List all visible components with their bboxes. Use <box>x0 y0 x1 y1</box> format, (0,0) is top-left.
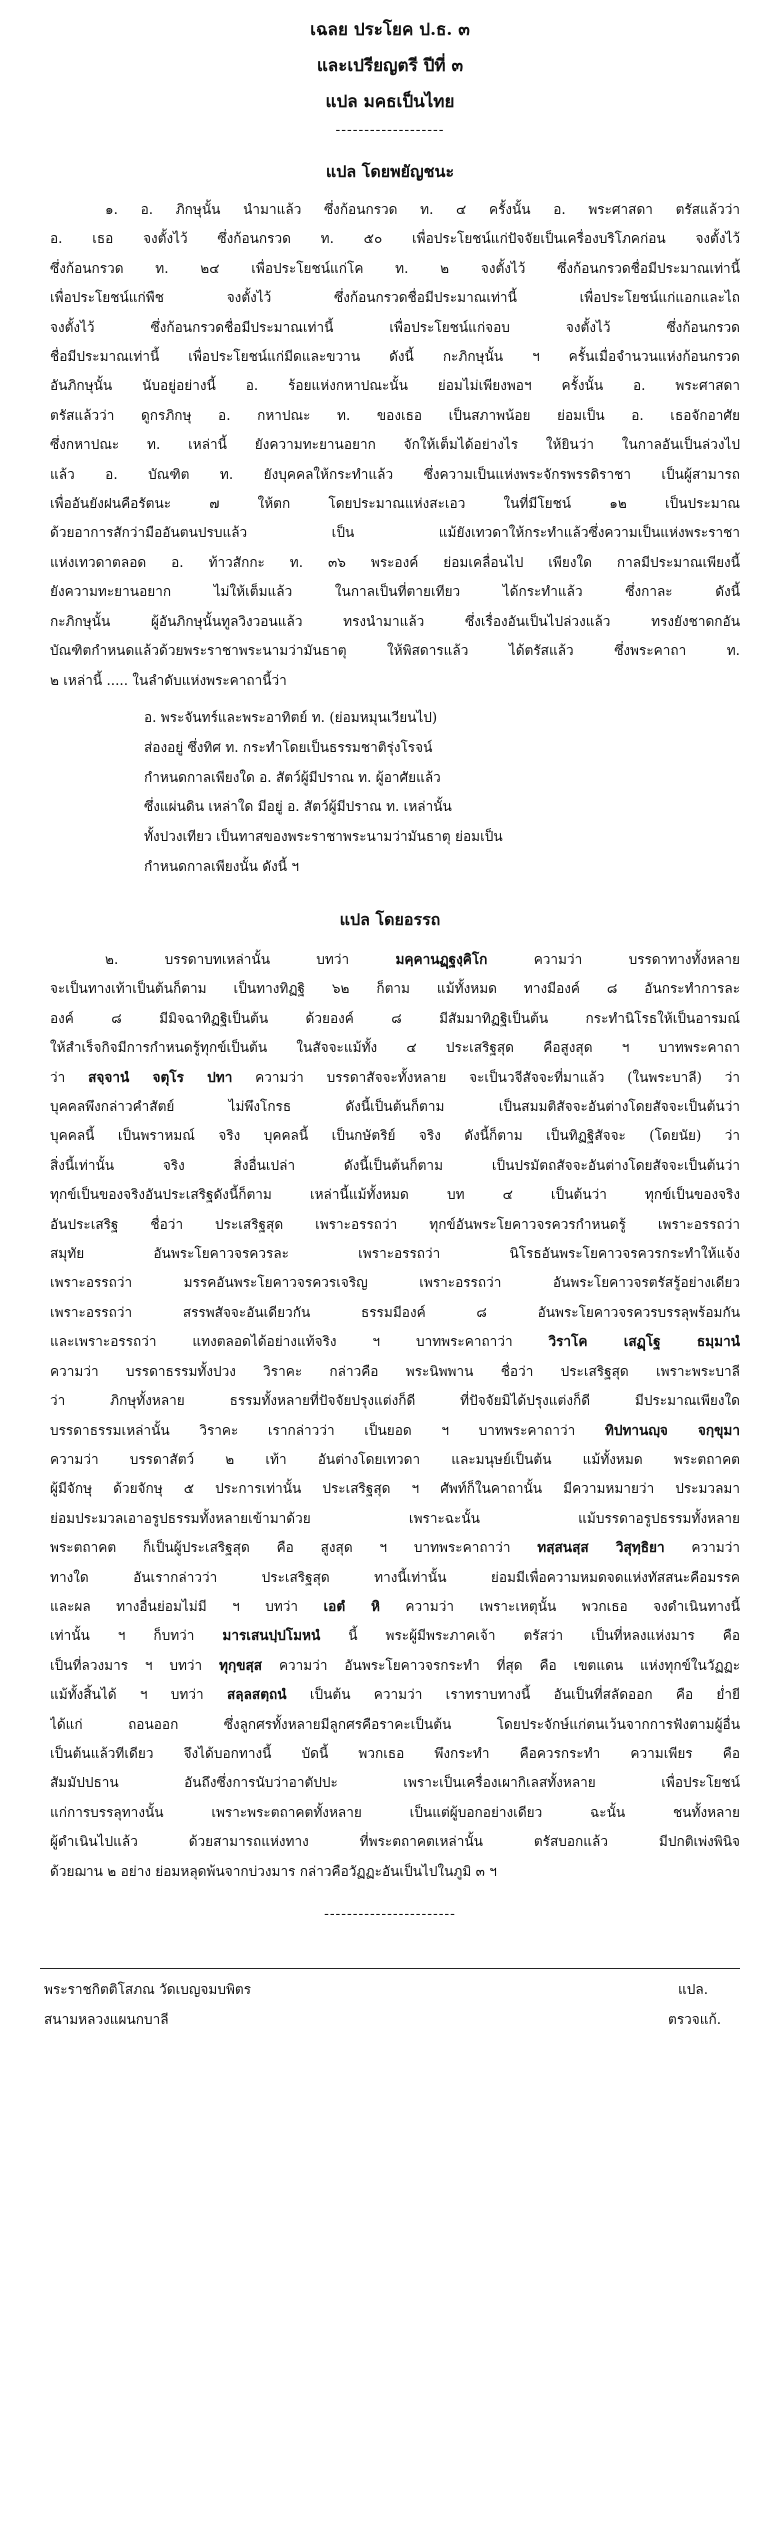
line-text: บุคคลพึงกล่าวคำสัตย์ ไม่พึงโกรธ ดังนี้เป็นต้นก็ตาม เป็นสมมติสัจจะอันต่างโดยสัจจะเป็นต้นว่า <box>50 1099 740 1116</box>
section2-line <box>50 1299 740 1328</box>
line-text: ให้สำเร็จกิจมีการกำหนดรู้ทุกข์เป็นต้น ในสัจจะแม้ทั้ง ๔ ประเสริฐสุด คือสูงสุด ฯ บาทพระคาถา <box>50 1040 740 1057</box>
section1-line: เพื่ออันยังฝนคือรัตนะ ๗ ให้ตก โดยประมาณแห่งสะเอว ในที่มีโยชน์ ๑๒ เป็นประมาณ <box>50 496 740 513</box>
section1-verse <box>144 704 744 883</box>
section2-line <box>50 1534 740 1563</box>
pali-term: ทิปทานญฺจ จกฺขุมา <box>604 1422 740 1439</box>
line-text: ความว่า บรรดาสัตว์ ๒ เท้า อันต่างโดยเทวดา และมนุษย์เป็นต้น แม้ทั้งหมด พระตถาคต <box>50 1451 740 1468</box>
verse-line: กำหนดกาลเพียงนั้น ดังนี้ ฯ <box>144 858 299 875</box>
section2-line <box>50 1417 740 1446</box>
line-text: ย่อมประมวลเอาอรูปธรรมทั้งหลายเข้ามาด้วย เพราะฉะนั้น แม้บรรดาอรูปธรรมทั้งหลาย <box>50 1510 740 1527</box>
section1-line: ชื่อมีประมาณเท่านี้ เพื่อประโยชน์แก่มีดและขวาน ดังนี้ กะภิกษุนั้น ฯ ครั้นเมื่อจำนวนแห่งก้อนกรวด <box>50 349 740 366</box>
header-title-line3: แปล มคธเป็นไทย <box>325 92 455 112</box>
section2-line <box>50 975 740 1004</box>
line-text: เป็นที่ลวงมาร ฯ บทว่า <box>50 1657 220 1674</box>
section2-line <box>50 1358 740 1387</box>
section1-line: ๒ เหล่านี้ ..... ในลำดับแห่งพระคาถานี้ว่า <box>50 672 287 689</box>
section1-line: ด้วยอาการสักว่ามืออันตนปรบแล้ว เป็น แม้ยังเทวดาให้กระทำแล้วซึ่งความเป็นแห่งพระราชา <box>50 525 740 542</box>
line-text: ความว่า บรรดาสัจจะทั้งหลาย จะเป็นวจีสัจจะที่มาแล้ว (ในพระบาลี) ว่า <box>232 1069 740 1086</box>
section1-line: ซึ่งกหาปณะ ท. เหล่านี้ ยังความทะยานอยาก จักให้เต็มได้อย่างไร ให้ยินว่า ในกาลอันเป็นล่วงไป <box>50 437 740 454</box>
line-text: ความว่า บรรดาทางทั้งหลาย <box>487 952 740 968</box>
header-title-line2: และเปรียญตรี ปีที่ ๓ <box>316 56 464 76</box>
section2-line <box>50 1769 740 1798</box>
line-text: อันประเสริฐ ชื่อว่า ประเสริฐสุด เพราะอรรถว่า ทุกข์อันพระโยคาวจรควรกำหนดรู้ เพราะอรรถว่า <box>50 1216 740 1233</box>
pali-term: ทสฺสนสฺส วิสุทฺธิยา <box>537 1540 665 1557</box>
line-text: เพราะอรรถว่า สรรพสัจจะอันเดียวกัน ธรรมมีองค์ ๘ อันพระโยคาวจรควรบรรลุพร้อมกัน <box>50 1304 740 1321</box>
line-text: และผล ทางอื่นย่อมไม่มี ฯ บทว่า <box>50 1598 324 1615</box>
verse-line: อ. พระจันทร์และพระอาทิตย์ ท. (ย่อมหมุนเวียนไป) <box>144 710 438 726</box>
pali-term: สจฺจานํ จตุโร ปทา <box>88 1069 233 1086</box>
section2-line <box>50 946 740 975</box>
header-title-line1: เฉลย ประโยค ป.ธ. ๓ <box>310 20 470 40</box>
section2-line <box>50 1564 740 1593</box>
section2-heading: แปล โดยอรรถ <box>339 910 441 929</box>
pali-term: เอตํ หิ <box>323 1598 380 1615</box>
line-text: ว่า <box>50 1069 89 1086</box>
line-text: ว่า ภิกษุทั้งหลาย ธรรมทั้งหลายที่ปัจจัยปรุงแต่งก็ดี ที่ปัจจัยมิได้ปรุงแต่งก็ดี มีประมาณเพียงใด <box>50 1393 740 1410</box>
section2-line <box>50 1858 740 1887</box>
line-text: บุคคลนี้ เป็นพราหมณ์ จริง บุคคลนี้ เป็นกษัตริย์ จริง ดังนี้ก็ตาม เป็นทิฏฐิสัจจะ (โดยนัย) ว่า <box>50 1128 740 1145</box>
section1-line: ๑. อ. ภิกษุนั้น นำมาแล้ว ซึ่งก้อนกรวด ท. ๔ ครั้งนั้น อ. พระศาสดา ตรัสแล้วว่า <box>105 202 740 218</box>
line-text: องค์ ๘ มีมิจฉาทิฏฐิเป็นต้น ด้วยองค์ ๘ มีสัมมาทิฏฐิเป็นต้น กระทำนิโรธให้เป็นอารมณ์ <box>50 1010 740 1027</box>
line-text: ความว่า เพราะเหตุนั้น พวกเธอ จงดำเนินทางนี้ <box>379 1598 740 1615</box>
line-text: จะเป็นทางเท้าเป็นต้นก็ตาม เป็นทางทิฏฐิ ๖๒ ก็ตาม แม้ทั้งหมด ทางมีองค์ ๘ อันกระทำการละ <box>50 981 740 998</box>
section2-paragraph <box>50 946 740 1887</box>
footer-rule <box>40 1968 740 1969</box>
line-text: เป็นต้น ความว่า เราทราบทางนี้ อันเป็นที่สลัดออก คือ ย่ำยี <box>286 1687 740 1704</box>
line-text: เพราะอรรถว่า มรรคอันพระโยคาวจรควรเจริญ เพราะอรรถว่า อันพระโยคาวจรตรัสรู้อย่างเดียว <box>50 1275 740 1292</box>
section2-line <box>50 1122 740 1151</box>
line-text: ความว่า <box>664 1540 740 1557</box>
checker-name: สนามหลวงแผนกบาลี <box>44 2012 169 2028</box>
pali-term: ทุกฺขสฺส <box>219 1657 263 1674</box>
line-text: ทางใด อันเรากล่าวว่า ประเสริฐสุด ทางนี้เท่านั้น ย่อมมีเพื่อความหมดจดแห่งทัสสนะคือมรรค <box>50 1569 740 1586</box>
section2-line <box>50 1034 740 1063</box>
section2-line <box>50 1505 740 1534</box>
end-separator: ----------------------- <box>324 1906 456 1922</box>
line-text: ทุกข์เป็นของจริงอันประเสริฐดังนี้ก็ตาม เหล่านี้แม้ทั้งหมด บท ๔ เป็นต้นว่า ทุกข์เป็นของจริง <box>50 1187 740 1204</box>
section2-line <box>50 1681 740 1710</box>
translator-name: พระราชกิตติโสภณ วัดเบญจมบพิตร <box>44 1982 252 1998</box>
section1-paragraph <box>50 196 740 696</box>
line-text: และเพราะอรรถว่า แทงตลอดได้อย่างแท้จริง ฯ บาทพระคาถาว่า <box>50 1334 549 1351</box>
section2-line <box>50 1828 740 1857</box>
section2-line <box>50 1093 740 1122</box>
section1-line: อันภิกษุนั้น นับอยู่อย่างนี้ อ. ร้อยแห่งกหาปณะนั้น ย่อมไม่เพียงพอฯ ครั้งนั้น อ. พระศาสดา <box>50 378 740 395</box>
section2-line <box>50 1269 740 1298</box>
line-text: ได้แก่ ถอนออก ซึ่งลูกศรทั้งหลายมีลูกศรคือราคะเป็นต้น โดยประจักษ์แก่ตนเว้นจากการฟังตามผู้อื่น <box>50 1716 740 1733</box>
pali-term: สลฺลสตฺถนํ <box>226 1687 287 1704</box>
section1-heading: แปล โดยพยัญชนะ <box>325 162 455 181</box>
section2-line <box>50 1005 740 1034</box>
pali-term: มคฺคานฏฺฐงฺคิโก <box>395 952 488 968</box>
section1-line: อ. เธอ จงตั้งไว้ ซึ่งก้อนกรวด ท. ๕๐ เพื่อประโยชน์แก่ปัจจัยเป็นเครื่องบริโภคก่อน จงตั้งไว้ <box>50 231 740 248</box>
line-text: พระตถาคต ก็เป็นผู้ประเสริฐสุด คือ สูงสุด ฯ บาทพระคาถาว่า <box>50 1540 538 1557</box>
section2-line <box>50 1328 740 1357</box>
section2-line <box>50 1064 740 1093</box>
line-text: ความว่า อันพระโยคาวจรกระทำ ที่สุด คือ เขตแดน แห่งทุกข์ในวัฏฏะ <box>262 1657 740 1674</box>
verse-line: กำหนดกาลเพียงใด อ. สัตว์ผู้มีปราณ ท. ผู้อาศัยแล้ว <box>144 769 441 786</box>
verse-line: ทั้งปวงเทียว เป็นทาสของพระราชาพระนามว่ามันธาตุ ย่อมเป็น <box>144 829 503 846</box>
section2-line <box>50 1652 740 1681</box>
section2-line <box>50 1387 740 1416</box>
line-text: ผู้มีจักษุ ด้วยจักษุ ๕ ประการเท่านั้น ประเสริฐสุด ฯ ศัพท์ก็ในคาถานั้น มีความหมายว่า ประมวลมา <box>50 1481 740 1498</box>
line-text: ความว่า บรรดาธรรมทั้งปวง วิราคะ กล่าวคือ พระนิพพาน ชื่อว่า ประเสริฐสุด เพราะพระบาลี <box>50 1363 740 1380</box>
line-text: ด้วยฌาน ๒ อย่าง ย่อมหลุดพ้นจากบ่วงมาร กล่าวคือวัฏฏะอันเป็นไปในภูมิ ๓ ฯ <box>50 1863 497 1880</box>
section1-line: ยังความทะยานอยาก ไม่ให้เต็มแล้ว ในกาลเป็นที่ตายเทียว ได้กระทำแล้ว ซึ่งกาละ ดังนี้ <box>50 584 740 601</box>
section1-line: แล้ว อ. บัณฑิต ท. ยังบุคคลให้กระทำแล้ว ซึ่งความเป็นแห่งพระจักรพรรดิราชา เป็นผู้สามารถ <box>50 466 740 483</box>
section2-line <box>50 1740 740 1769</box>
section2-line <box>50 1152 740 1181</box>
verse-line: ซึ่งแผ่นดิน เหล่าใด มีอยู่ อ. สัตว์ผู้มีปราณ ท. เหล่านั้น <box>144 799 452 816</box>
line-text: นี้ พระผู้มีพระภาคเจ้า ตรัสว่า เป็นที่หลงแห่งมาร คือ <box>320 1628 740 1645</box>
line-text: บรรดาธรรมเหล่านั้น วิราคะ เรากล่าวว่า เป็นยอด ฯ บาทพระคาถาว่า <box>50 1422 605 1439</box>
line-text: แก่การบรรลุทางนั้น เพราะพระตถาคตทั้งหลาย เป็นแต่ผู้บอกอย่างเดียว ฉะนั้น ชนทั้งหลาย <box>50 1804 740 1821</box>
pali-term: วิราโค เสฏฺโฐ ธมฺมานํ <box>548 1334 740 1351</box>
translator-role: แปล. <box>678 1982 709 1998</box>
line-text: สัมมัปปธาน อันถึงซึ่งการนับว่าอาตัปปะ เพราะเป็นเครื่องเผากิเลสทั้งหลาย เพื่อประโยชน์ <box>50 1775 740 1792</box>
section1-line: เพื่อประโยชน์แก่พืช จงตั้งไว้ ซึ่งก้อนกรวดชื่อมีประมาณเท่านี้ เพื่อประโยชน์แก่แอกและไถ <box>50 290 740 307</box>
verse-line: ส่องอยู่ ซึ่งทิศ ท. กระทำโดยเป็นธรรมชาติรุ่งโรจน์ <box>144 739 433 756</box>
section1-line: แห่งเทวดาตลอด อ. ท้าวสักกะ ท. ๓๖ พระองค์ ย่อมเคลื่อนไป เพียงใด กาลมีประมาณเพียงนี้ <box>50 554 740 571</box>
section1-line: บัณฑิตกำหนดแล้วด้วยพระราชาพระนามว่ามันธาตุ ให้พิสดารแล้ว ได้ตรัสแล้ว ซึ่งพระคาถา ท. <box>50 643 740 660</box>
section2-line <box>50 1211 740 1240</box>
header-separator: ------------------- <box>335 122 445 138</box>
line-text: เป็นต้นแล้วทีเดียว จึงได้บอกทางนี้ บัดนี้ พวกเธอ พึงกระทำ คือควรกระทำ ความเพียร คือ <box>50 1745 740 1762</box>
line-text: แม้ทั้งสิ้นได้ ฯ บทว่า <box>50 1687 227 1704</box>
section2-line <box>50 1799 740 1828</box>
line-text: ๒. บรรดาบทเหล่านั้น บทว่า <box>105 952 396 968</box>
line-text: สิ่งนี้เท่านั้น จริง สิ่งอื่นเปล่า ดังนี้เป็นต้นก็ตาม เป็นปรมัตถสัจจะอันต่างโดยสัจจะเป็นต้นว่า <box>50 1157 740 1174</box>
section2-line <box>50 1181 740 1210</box>
line-text: สมุทัย อันพระโยคาวจรควรละ เพราะอรรถว่า นิโรธอันพระโยคาวจรควรกระทำให้แจ้ง <box>50 1246 740 1263</box>
section1-line: ตรัสแล้วว่า ดูกรภิกษุ อ. กหาปณะ ท. ของเธอ เป็นสภาพน้อย ย่อมเป็น อ. เธอจักอาศัย <box>50 407 740 424</box>
section2-line <box>50 1475 740 1504</box>
section2-line <box>50 1593 740 1622</box>
line-text: เท่านั้น ฯ ก็บทว่า <box>50 1628 223 1645</box>
section2-line <box>50 1240 740 1269</box>
section1-line: กะภิกษุนั้น ผู้อันภิกษุนั้นทูลวิงวอนแล้ว ทรงนำมาแล้ว ซึ่งเรื่องอันเป็นไปล่วงแล้ว ทรงยังชาดกอัน <box>50 613 740 630</box>
section2-line <box>50 1711 740 1740</box>
line-text: ผู้ดำเนินไปแล้ว ด้วยสามารถแห่งทาง ที่พระตถาคตเหล่านั้น ตรัสบอกแล้ว มีปกติเพ่งพินิจ <box>50 1834 740 1851</box>
pali-term: มารเสนปฺปโมหนํ <box>222 1628 321 1645</box>
section2-line <box>50 1622 740 1651</box>
section1-line: ซึ่งก้อนกรวด ท. ๒๔ เพื่อประโยชน์แก่โค ท. ๒ จงตั้งไว้ ซึ่งก้อนกรวดชื่อมีประมาณเท่านี้ <box>50 260 740 277</box>
checker-role: ตรวจแก้. <box>668 2012 722 2028</box>
section1-line: จงตั้งไว้ ซึ่งก้อนกรวดชื่อมีประมาณเท่านี้ เพื่อประโยชน์แก่จอบ จงตั้งไว้ ซึ่งก้อนกรวด <box>50 319 740 336</box>
section2-line <box>50 1446 740 1475</box>
